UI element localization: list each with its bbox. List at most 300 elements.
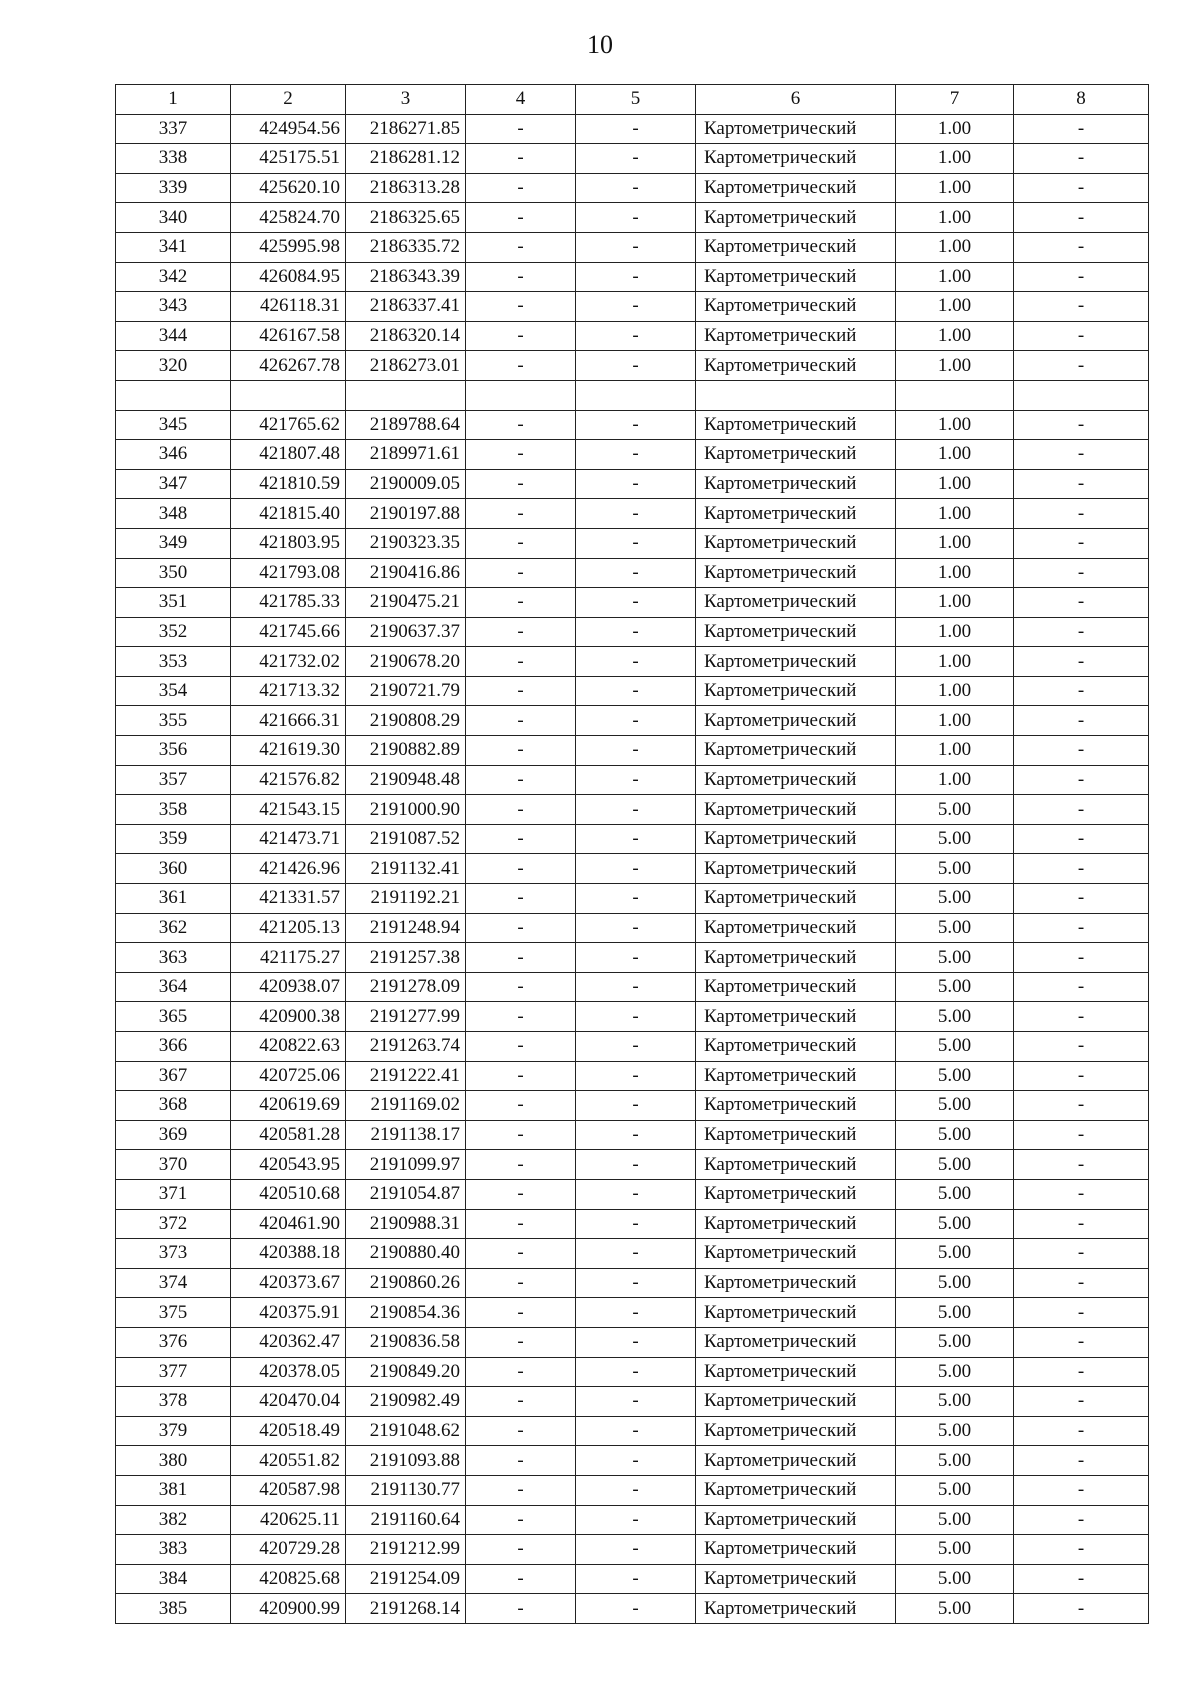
x-coordinate-cell: 420510.68 bbox=[231, 1179, 346, 1209]
x-coordinate-cell: 425175.51 bbox=[231, 144, 346, 174]
x-coordinate-cell: 420388.18 bbox=[231, 1239, 346, 1269]
col5-cell: - bbox=[576, 913, 696, 943]
y-coordinate-cell: 2186343.39 bbox=[346, 262, 466, 292]
x-coordinate-cell: 420625.11 bbox=[231, 1505, 346, 1535]
point-number-cell: 377 bbox=[116, 1357, 231, 1387]
table-row bbox=[116, 884, 1149, 914]
table-row bbox=[116, 1298, 1149, 1328]
x-coordinate-cell: 426118.31 bbox=[231, 292, 346, 322]
x-coordinate-cell: 420581.28 bbox=[231, 1120, 346, 1150]
accuracy-cell: 5.00 bbox=[896, 1564, 1014, 1594]
y-coordinate-cell: 2186320.14 bbox=[346, 321, 466, 351]
col5-cell: - bbox=[576, 736, 696, 766]
y-coordinate-cell: 2191257.38 bbox=[346, 943, 466, 973]
col4-cell bbox=[466, 380, 576, 410]
col5-cell: - bbox=[576, 528, 696, 558]
y-coordinate-cell bbox=[346, 380, 466, 410]
method-cell: Картометрический bbox=[696, 1387, 896, 1417]
accuracy-cell: 5.00 bbox=[896, 1179, 1014, 1209]
y-coordinate-cell: 2190948.48 bbox=[346, 765, 466, 795]
col8-cell: - bbox=[1014, 1179, 1149, 1209]
col8-cell: - bbox=[1014, 1091, 1149, 1121]
y-coordinate-cell: 2191268.14 bbox=[346, 1594, 466, 1624]
col8-cell: - bbox=[1014, 1298, 1149, 1328]
table-row bbox=[116, 1327, 1149, 1357]
table-row bbox=[116, 262, 1149, 292]
point-number-cell: 357 bbox=[116, 765, 231, 795]
col4-cell: - bbox=[466, 1298, 576, 1328]
col5-cell: - bbox=[576, 1209, 696, 1239]
table-row bbox=[116, 706, 1149, 736]
point-number-cell: 364 bbox=[116, 972, 231, 1002]
point-number-cell: 363 bbox=[116, 943, 231, 973]
y-coordinate-cell: 2191000.90 bbox=[346, 795, 466, 825]
point-number-cell: 375 bbox=[116, 1298, 231, 1328]
method-cell: Картометрический bbox=[696, 232, 896, 262]
page-number: 10 bbox=[587, 30, 613, 59]
table-row bbox=[116, 617, 1149, 647]
col8-cell: - bbox=[1014, 469, 1149, 499]
y-coordinate-cell: 2191130.77 bbox=[346, 1475, 466, 1505]
method-cell: Картометрический bbox=[696, 706, 896, 736]
col5-cell: - bbox=[576, 765, 696, 795]
point-number-cell: 368 bbox=[116, 1091, 231, 1121]
method-cell: Картометрический bbox=[696, 765, 896, 795]
col5-cell: - bbox=[576, 262, 696, 292]
method-cell: Картометрический bbox=[696, 1179, 896, 1209]
table-row bbox=[116, 854, 1149, 884]
col8-cell: - bbox=[1014, 736, 1149, 766]
table-row bbox=[116, 380, 1149, 410]
col5-cell: - bbox=[576, 203, 696, 233]
col5-cell: - bbox=[576, 1002, 696, 1032]
column-header: 4 bbox=[466, 85, 576, 115]
method-cell: Картометрический bbox=[696, 1298, 896, 1328]
x-coordinate-cell: 421810.59 bbox=[231, 469, 346, 499]
x-coordinate-cell: 426267.78 bbox=[231, 351, 346, 381]
y-coordinate-cell: 2191248.94 bbox=[346, 913, 466, 943]
method-cell: Картометрический bbox=[696, 1150, 896, 1180]
y-coordinate-cell: 2191138.17 bbox=[346, 1120, 466, 1150]
col8-cell: - bbox=[1014, 854, 1149, 884]
accuracy-cell: 5.00 bbox=[896, 1120, 1014, 1150]
x-coordinate-cell: 421576.82 bbox=[231, 765, 346, 795]
col8-cell bbox=[1014, 380, 1149, 410]
accuracy-cell: 1.00 bbox=[896, 558, 1014, 588]
table-row bbox=[116, 203, 1149, 233]
col8-cell: - bbox=[1014, 972, 1149, 1002]
col5-cell: - bbox=[576, 1239, 696, 1269]
accuracy-cell: 5.00 bbox=[896, 1150, 1014, 1180]
point-number-cell: 358 bbox=[116, 795, 231, 825]
col8-cell: - bbox=[1014, 1475, 1149, 1505]
x-coordinate-cell: 420587.98 bbox=[231, 1475, 346, 1505]
col4-cell: - bbox=[466, 114, 576, 144]
accuracy-cell: 1.00 bbox=[896, 321, 1014, 351]
y-coordinate-cell: 2191132.41 bbox=[346, 854, 466, 884]
y-coordinate-cell: 2191263.74 bbox=[346, 1032, 466, 1062]
col4-cell: - bbox=[466, 262, 576, 292]
method-cell: Картометрический bbox=[696, 736, 896, 766]
y-coordinate-cell: 2186337.41 bbox=[346, 292, 466, 322]
x-coordinate-cell: 421713.32 bbox=[231, 676, 346, 706]
accuracy-cell: 1.00 bbox=[896, 203, 1014, 233]
col4-cell: - bbox=[466, 706, 576, 736]
method-cell: Картометрический bbox=[696, 1002, 896, 1032]
method-cell: Картометрический bbox=[696, 1268, 896, 1298]
table-row bbox=[116, 824, 1149, 854]
y-coordinate-cell: 2191160.64 bbox=[346, 1505, 466, 1535]
col8-cell: - bbox=[1014, 1002, 1149, 1032]
accuracy-cell: 1.00 bbox=[896, 617, 1014, 647]
y-coordinate-cell: 2190197.88 bbox=[346, 499, 466, 529]
method-cell: Картометрический bbox=[696, 617, 896, 647]
accuracy-cell: 5.00 bbox=[896, 824, 1014, 854]
col4-cell: - bbox=[466, 617, 576, 647]
col5-cell: - bbox=[576, 1387, 696, 1417]
accuracy-cell: 1.00 bbox=[896, 114, 1014, 144]
col5-cell: - bbox=[576, 351, 696, 381]
col5-cell bbox=[576, 380, 696, 410]
y-coordinate-cell: 2186281.12 bbox=[346, 144, 466, 174]
col5-cell: - bbox=[576, 617, 696, 647]
y-coordinate-cell: 2190678.20 bbox=[346, 647, 466, 677]
col8-cell: - bbox=[1014, 262, 1149, 292]
method-cell: Картометрический bbox=[696, 1091, 896, 1121]
accuracy-cell bbox=[896, 380, 1014, 410]
point-number-cell: 361 bbox=[116, 884, 231, 914]
col4-cell: - bbox=[466, 1475, 576, 1505]
col5-cell: - bbox=[576, 144, 696, 174]
y-coordinate-cell: 2191278.09 bbox=[346, 972, 466, 1002]
col8-cell: - bbox=[1014, 913, 1149, 943]
table-row bbox=[116, 1505, 1149, 1535]
table-row bbox=[116, 736, 1149, 766]
col8-cell: - bbox=[1014, 1416, 1149, 1446]
col4-cell: - bbox=[466, 1357, 576, 1387]
col8-cell: - bbox=[1014, 440, 1149, 470]
col8-cell: - bbox=[1014, 144, 1149, 174]
col4-cell: - bbox=[466, 854, 576, 884]
table-row bbox=[116, 1387, 1149, 1417]
col8-cell: - bbox=[1014, 647, 1149, 677]
method-cell: Картометрический bbox=[696, 1535, 896, 1565]
table-row bbox=[116, 972, 1149, 1002]
point-number-cell: 369 bbox=[116, 1120, 231, 1150]
point-number-cell: 379 bbox=[116, 1416, 231, 1446]
column-header: 8 bbox=[1014, 85, 1149, 115]
y-coordinate-cell: 2186335.72 bbox=[346, 232, 466, 262]
col5-cell: - bbox=[576, 1357, 696, 1387]
method-cell: Картометрический bbox=[696, 1564, 896, 1594]
x-coordinate-cell: 421331.57 bbox=[231, 884, 346, 914]
method-cell: Картометрический bbox=[696, 854, 896, 884]
col4-cell: - bbox=[466, 765, 576, 795]
table-row bbox=[116, 765, 1149, 795]
y-coordinate-cell: 2190849.20 bbox=[346, 1357, 466, 1387]
col4-cell: - bbox=[466, 410, 576, 440]
y-coordinate-cell: 2190721.79 bbox=[346, 676, 466, 706]
col8-cell: - bbox=[1014, 795, 1149, 825]
table-row bbox=[116, 1239, 1149, 1269]
col4-cell: - bbox=[466, 1032, 576, 1062]
col4-cell: - bbox=[466, 1239, 576, 1269]
method-cell: Картометрический bbox=[696, 173, 896, 203]
accuracy-cell: 1.00 bbox=[896, 706, 1014, 736]
col5-cell: - bbox=[576, 1032, 696, 1062]
accuracy-cell: 5.00 bbox=[896, 1387, 1014, 1417]
col4-cell: - bbox=[466, 884, 576, 914]
accuracy-cell: 5.00 bbox=[896, 1327, 1014, 1357]
table-header-row bbox=[116, 85, 1149, 115]
point-number-cell: 343 bbox=[116, 292, 231, 322]
y-coordinate-cell: 2191099.97 bbox=[346, 1150, 466, 1180]
point-number-cell bbox=[116, 380, 231, 410]
table-row bbox=[116, 676, 1149, 706]
col4-cell: - bbox=[466, 1416, 576, 1446]
table-row bbox=[116, 558, 1149, 588]
y-coordinate-cell: 2190009.05 bbox=[346, 469, 466, 499]
point-number-cell: 382 bbox=[116, 1505, 231, 1535]
accuracy-cell: 5.00 bbox=[896, 1475, 1014, 1505]
col8-cell: - bbox=[1014, 1061, 1149, 1091]
col8-cell: - bbox=[1014, 292, 1149, 322]
x-coordinate-cell: 421807.48 bbox=[231, 440, 346, 470]
point-number-cell: 349 bbox=[116, 528, 231, 558]
accuracy-cell: 1.00 bbox=[896, 588, 1014, 618]
method-cell: Картометрический bbox=[696, 824, 896, 854]
col4-cell: - bbox=[466, 1091, 576, 1121]
x-coordinate-cell: 421205.13 bbox=[231, 913, 346, 943]
accuracy-cell: 5.00 bbox=[896, 1505, 1014, 1535]
method-cell: Картометрический bbox=[696, 647, 896, 677]
x-coordinate-cell: 421765.62 bbox=[231, 410, 346, 440]
method-cell: Картометрический bbox=[696, 440, 896, 470]
point-number-cell: 348 bbox=[116, 499, 231, 529]
x-coordinate-cell: 420375.91 bbox=[231, 1298, 346, 1328]
column-header: 1 bbox=[116, 85, 231, 115]
col4-cell: - bbox=[466, 943, 576, 973]
accuracy-cell: 5.00 bbox=[896, 1446, 1014, 1476]
table-row bbox=[116, 588, 1149, 618]
x-coordinate-cell: 421543.15 bbox=[231, 795, 346, 825]
col4-cell: - bbox=[466, 1327, 576, 1357]
y-coordinate-cell: 2191222.41 bbox=[346, 1061, 466, 1091]
col8-cell: - bbox=[1014, 203, 1149, 233]
y-coordinate-cell: 2191087.52 bbox=[346, 824, 466, 854]
x-coordinate-cell: 421175.27 bbox=[231, 943, 346, 973]
accuracy-cell: 5.00 bbox=[896, 1535, 1014, 1565]
x-coordinate-cell: 425995.98 bbox=[231, 232, 346, 262]
x-coordinate-cell: 424954.56 bbox=[231, 114, 346, 144]
point-number-cell: 354 bbox=[116, 676, 231, 706]
col4-cell: - bbox=[466, 351, 576, 381]
table-row bbox=[116, 1416, 1149, 1446]
col5-cell: - bbox=[576, 1091, 696, 1121]
x-coordinate-cell: 420470.04 bbox=[231, 1387, 346, 1417]
y-coordinate-cell: 2186271.85 bbox=[346, 114, 466, 144]
accuracy-cell: 5.00 bbox=[896, 1594, 1014, 1624]
method-cell: Картометрический bbox=[696, 469, 896, 499]
method-cell: Картометрический bbox=[696, 1032, 896, 1062]
accuracy-cell: 5.00 bbox=[896, 1268, 1014, 1298]
col4-cell: - bbox=[466, 972, 576, 1002]
col8-cell: - bbox=[1014, 884, 1149, 914]
table-row bbox=[116, 321, 1149, 351]
point-number-cell: 359 bbox=[116, 824, 231, 854]
accuracy-cell: 1.00 bbox=[896, 292, 1014, 322]
col5-cell: - bbox=[576, 1298, 696, 1328]
table-row bbox=[116, 795, 1149, 825]
column-header: 6 bbox=[696, 85, 896, 115]
y-coordinate-cell: 2190323.35 bbox=[346, 528, 466, 558]
col8-cell: - bbox=[1014, 173, 1149, 203]
point-number-cell: 352 bbox=[116, 617, 231, 647]
method-cell: Картометрический bbox=[696, 292, 896, 322]
col4-cell: - bbox=[466, 647, 576, 677]
method-cell: Картометрический bbox=[696, 913, 896, 943]
point-number-cell: 355 bbox=[116, 706, 231, 736]
method-cell: Картометрический bbox=[696, 321, 896, 351]
x-coordinate-cell: 420461.90 bbox=[231, 1209, 346, 1239]
col4-cell: - bbox=[466, 1209, 576, 1239]
accuracy-cell: 5.00 bbox=[896, 1209, 1014, 1239]
point-number-cell: 367 bbox=[116, 1061, 231, 1091]
point-number-cell: 356 bbox=[116, 736, 231, 766]
table-row bbox=[116, 1594, 1149, 1624]
table-row bbox=[116, 232, 1149, 262]
table-row bbox=[116, 114, 1149, 144]
point-number-cell: 371 bbox=[116, 1179, 231, 1209]
col8-cell: - bbox=[1014, 1357, 1149, 1387]
accuracy-cell: 1.00 bbox=[896, 144, 1014, 174]
table-row bbox=[116, 499, 1149, 529]
col4-cell: - bbox=[466, 1535, 576, 1565]
col4-cell: - bbox=[466, 795, 576, 825]
col8-cell: - bbox=[1014, 1505, 1149, 1535]
y-coordinate-cell: 2190808.29 bbox=[346, 706, 466, 736]
col5-cell: - bbox=[576, 824, 696, 854]
accuracy-cell: 5.00 bbox=[896, 943, 1014, 973]
method-cell: Картометрический bbox=[696, 410, 896, 440]
col8-cell: - bbox=[1014, 1239, 1149, 1269]
table-row bbox=[116, 1357, 1149, 1387]
y-coordinate-cell: 2186325.65 bbox=[346, 203, 466, 233]
point-number-cell: 351 bbox=[116, 588, 231, 618]
method-cell: Картометрический bbox=[696, 972, 896, 1002]
accuracy-cell: 5.00 bbox=[896, 1239, 1014, 1269]
col4-cell: - bbox=[466, 469, 576, 499]
col5-cell: - bbox=[576, 1475, 696, 1505]
method-cell: Картометрический bbox=[696, 1209, 896, 1239]
col4-cell: - bbox=[466, 676, 576, 706]
col8-cell: - bbox=[1014, 351, 1149, 381]
method-cell: Картометрический bbox=[696, 351, 896, 381]
point-number-cell: 362 bbox=[116, 913, 231, 943]
col5-cell: - bbox=[576, 469, 696, 499]
point-number-cell: 341 bbox=[116, 232, 231, 262]
method-cell: Картометрический bbox=[696, 1239, 896, 1269]
method-cell: Картометрический bbox=[696, 114, 896, 144]
col4-cell: - bbox=[466, 232, 576, 262]
coordinates-table bbox=[115, 84, 1149, 1624]
point-number-cell: 320 bbox=[116, 351, 231, 381]
y-coordinate-cell: 2191093.88 bbox=[346, 1446, 466, 1476]
col8-cell: - bbox=[1014, 410, 1149, 440]
y-coordinate-cell: 2189971.61 bbox=[346, 440, 466, 470]
method-cell: Картометрический bbox=[696, 884, 896, 914]
col4-cell: - bbox=[466, 1564, 576, 1594]
col5-cell: - bbox=[576, 173, 696, 203]
point-number-cell: 342 bbox=[116, 262, 231, 292]
point-number-cell: 353 bbox=[116, 647, 231, 677]
method-cell: Картометрический bbox=[696, 588, 896, 618]
accuracy-cell: 5.00 bbox=[896, 972, 1014, 1002]
y-coordinate-cell: 2191054.87 bbox=[346, 1179, 466, 1209]
col4-cell: - bbox=[466, 440, 576, 470]
accuracy-cell: 5.00 bbox=[896, 795, 1014, 825]
point-number-cell: 340 bbox=[116, 203, 231, 233]
col5-cell: - bbox=[576, 1061, 696, 1091]
accuracy-cell: 1.00 bbox=[896, 410, 1014, 440]
point-number-cell: 374 bbox=[116, 1268, 231, 1298]
table-row bbox=[116, 1002, 1149, 1032]
method-cell: Картометрический bbox=[696, 203, 896, 233]
point-number-cell: 339 bbox=[116, 173, 231, 203]
x-coordinate-cell: 420938.07 bbox=[231, 972, 346, 1002]
col4-cell: - bbox=[466, 173, 576, 203]
x-coordinate-cell: 420373.67 bbox=[231, 1268, 346, 1298]
x-coordinate-cell: 420725.06 bbox=[231, 1061, 346, 1091]
y-coordinate-cell: 2191254.09 bbox=[346, 1564, 466, 1594]
col8-cell: - bbox=[1014, 114, 1149, 144]
point-number-cell: 344 bbox=[116, 321, 231, 351]
col5-cell: - bbox=[576, 1594, 696, 1624]
col8-cell: - bbox=[1014, 1120, 1149, 1150]
method-cell: Картометрический bbox=[696, 1327, 896, 1357]
col8-cell: - bbox=[1014, 706, 1149, 736]
column-header: 3 bbox=[346, 85, 466, 115]
col5-cell: - bbox=[576, 1268, 696, 1298]
point-number-cell: 338 bbox=[116, 144, 231, 174]
y-coordinate-cell: 2191169.02 bbox=[346, 1091, 466, 1121]
x-coordinate-cell: 421785.33 bbox=[231, 588, 346, 618]
table-row bbox=[116, 1535, 1149, 1565]
table-row bbox=[116, 1120, 1149, 1150]
x-coordinate-cell: 420619.69 bbox=[231, 1091, 346, 1121]
table-row bbox=[116, 1475, 1149, 1505]
table-body bbox=[116, 114, 1149, 1623]
method-cell: Картометрический bbox=[696, 262, 896, 292]
col4-cell: - bbox=[466, 824, 576, 854]
col5-cell: - bbox=[576, 795, 696, 825]
y-coordinate-cell: 2190416.86 bbox=[346, 558, 466, 588]
point-number-cell: 337 bbox=[116, 114, 231, 144]
col5-cell: - bbox=[576, 647, 696, 677]
table-row bbox=[116, 1061, 1149, 1091]
col4-cell: - bbox=[466, 913, 576, 943]
method-cell: Картометрический bbox=[696, 1120, 896, 1150]
col8-cell: - bbox=[1014, 558, 1149, 588]
col8-cell: - bbox=[1014, 528, 1149, 558]
method-cell bbox=[696, 380, 896, 410]
accuracy-cell: 5.00 bbox=[896, 1357, 1014, 1387]
table-row bbox=[116, 173, 1149, 203]
x-coordinate-cell: 421666.31 bbox=[231, 706, 346, 736]
table-row bbox=[116, 528, 1149, 558]
method-cell: Картометрический bbox=[696, 676, 896, 706]
col5-cell: - bbox=[576, 1564, 696, 1594]
